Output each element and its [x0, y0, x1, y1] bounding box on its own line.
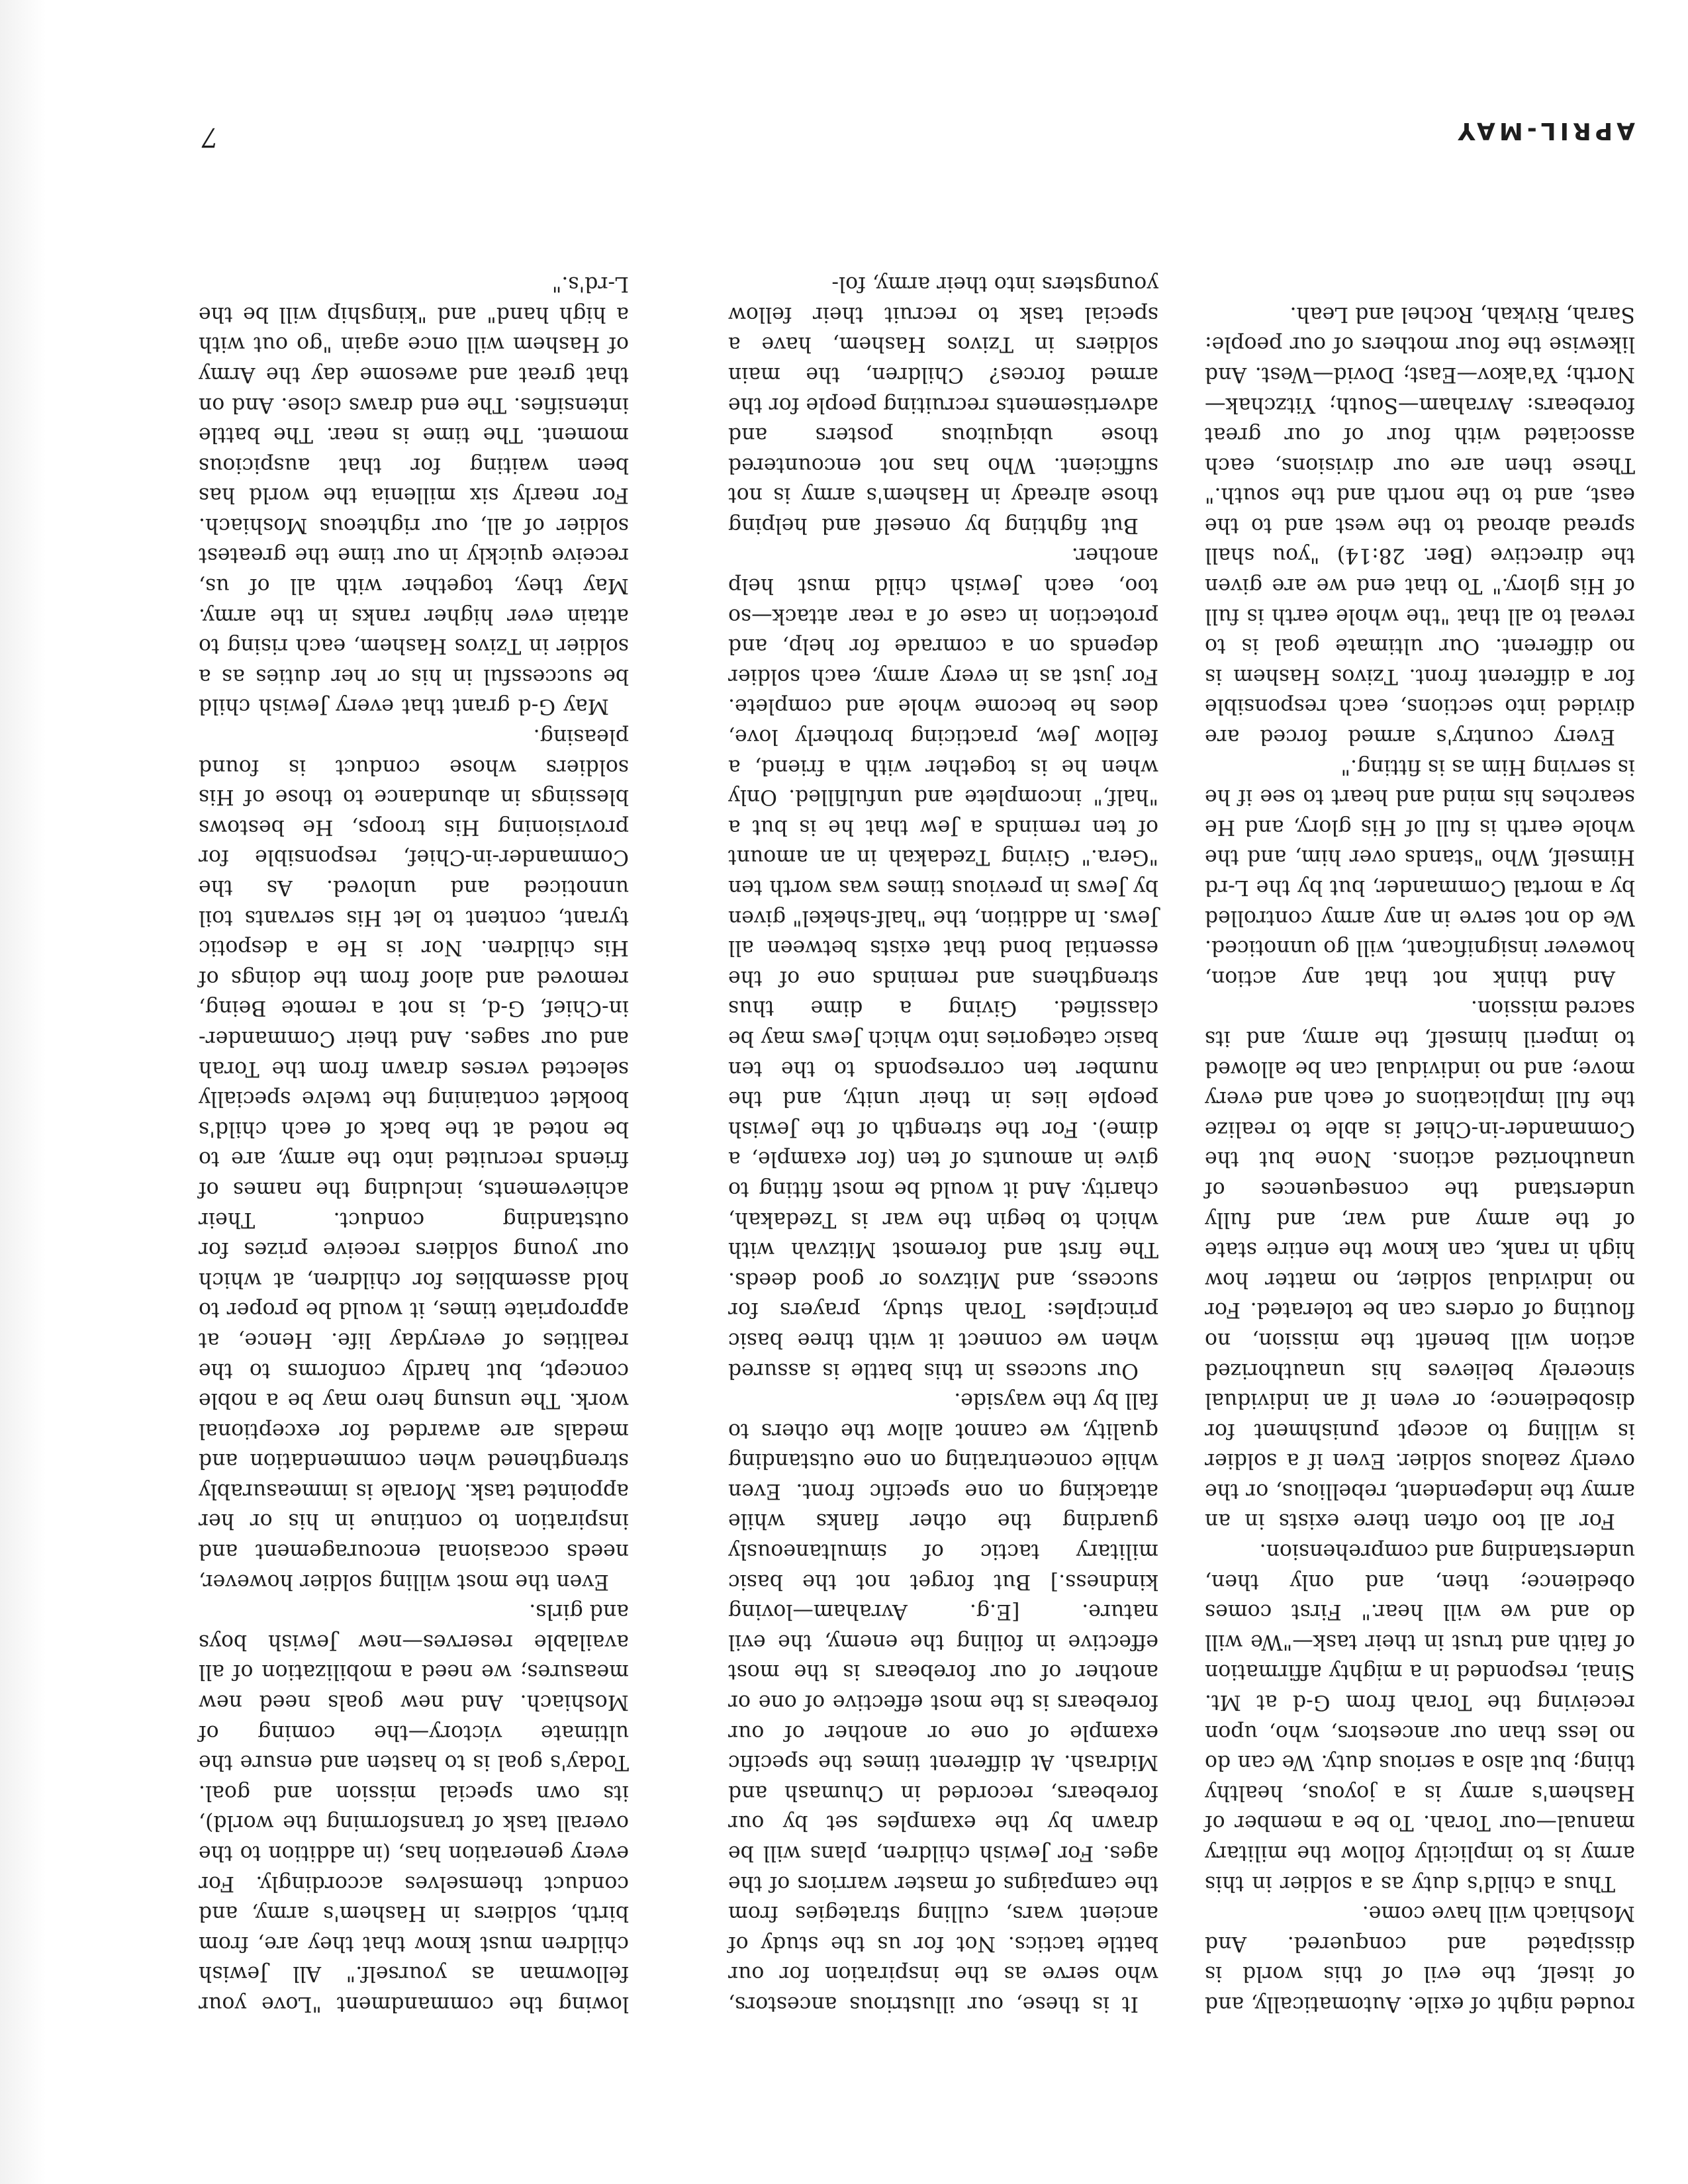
paragraph: And think not that any action, however insignificant, will go unnoticed. We do not serve in any army controlled by a mortal Commander, but by the L-rd Himself, Who "stands over him, and the whole earth is full of His glory, and He searches his mind and heart to see if he is serving Him as is fitting." — [1205, 754, 1635, 990]
paragraph: rouded night of exile. Automatically, and of itself, the evil of this world is dissipated and conquered. And Moshiach will have come. — [1205, 1901, 1635, 2016]
running-title: APRIL-MAY — [1454, 117, 1635, 144]
paragraph: Thus a child's duty as a soldier in this army is to implicitly follow the military manual—our Torah. To be a member of Hashem's army is a joyous, healthy thing; but also a serious duty. We can do no less than our ancestors, who, upon receiving the Torah from G-d at Mt. Sinai, responded in a mighty affirmation of faith and trust in their task—"We will do and we will hear." First comes obedience; then, and only then, understanding and comprehension. — [1205, 1539, 1635, 1895]
paragraph: It is these, our illustrious ancestors, who serve as the inspiration for our battle tactics. Not for us the study of ancient wars, culling strategies from the campaigns of master warriors of the ages. For Jewish children, plans will be drawn by the examples set by our forebears, recorded in Chumash and Midrash. At different times the specific example of one or another of our forebears is the most effective of one or another of our forebears is the most effective in foiling the enemy, the evil nature. [E.g. Avraham—loving kindness.] But forget not the basic military tactic of simultaneously guarding the other flanks while attacking on one specific front. Even while concentrating on one outstanding quality, we cannot allow the others to fall by the wayside. — [728, 1388, 1158, 2016]
paragraph: Even the most willing soldier however, needs occasional encouragement and inspiration to continue in his or her appointed task. Morale is immeasurably strengthened when commendation and medals are awarded for exceptional work. The unsung hero may be a noble concept, but hardly conforms to the realities of everyday life. Hence, at appropriate times, it would be proper to hold assemblies for children, at which our young soldiers receive prizes for outstanding conduct. Their achievements, including the names of friends recruited into the army, are to be noted at the back of each child's booklet containing the twelve specially selected verses drawn from the Torah and our sages. And their Commander-in-Chief, G-d, is not a remote Being, removed and aloof from the doings of His children. Nor is He a despotic tyrant, content to let His servants toil unnoticed and unloved. As the Commander-in-Chief, responsible for provisioning His troops, He bestows blessings in abundance to those of His soldiers whose conduct is found pleasing. — [199, 725, 629, 1594]
paragraph: Every country's armed forced are divided into sections, each responsible for a different front. Tzivos Hashem is no different. Our ultimate goal is to reveal to all that "the whole earth is full of His glory." To that end we are given the directive (Ber. 28:14) "you shall spread abroad to the west and to the east, and to the north and the south." These then are our divisions, each associated with four of our great forebears: Avraham—South; Yitzchak—North; Ya'akov—East; Dovid—West. And likewise the four mothers of our people: Sarah, Rivkah, Rochel and Leah. — [1205, 302, 1635, 749]
page-number: 7 — [201, 122, 218, 152]
text-column-2 — [728, 269, 1158, 2019]
text-column-1 — [1205, 298, 1635, 2019]
paragraph: Our success in this battle is assured when we connect it with three basic principles: Torah study, prayers for success, and Mitzvos or good deeds. The first and foremost Mitzvah with which to begin the war is Tzedakah, charity. And it would be most fitting to give in amounts of ten (for example, a dime). For the strength of the Jewish people lies in their unity, and the number ten corresponds to the ten basic categories into which Jews may be classified. Giving a dime thus strengthens and reminds one of the essential bond that exists between all Jews. In addition, the "half-shekel" given by Jews in previous times was worth ten "Gera." Giving Tzedakah in an amount of ten reminds a Jew that he is but a "half," incomplete and unfulfilled. Only when he is together with a friend, a fellow Jew, practicing brotherly love, does he become whole and complete. For just as in every army, each soldier depends on a comrade for help, and protection in case of a rear attack—so too, each Jewish child must help another. — [728, 543, 1158, 1383]
paragraph: But fighting by oneself and helping those already in Hashem's army is not sufficient. Who has not encountered those ubiquitous posters and advertisements recruiting people for the armed forces? Children, the main soldiers in Tzivos Hashem, have a special task to recruit their fellow youngsters into their army, fol- — [728, 272, 1158, 537]
paragraph: For all too often there exists in an army the independent, rebellious, or the overly zealous soldier. Even if a soldier is willing to accept punishment for disobedience; or even if an individual sincerely believes his unauthorized action will benefit the mission, no flouting of orders can be tolerated. For no individual soldier, no matter how high in rank, can know the entire state of the army and war, and fully understand the consequences of unauthorized actions. None but the Commander-in-Chief is able to realize the full implications of each and every move; and no individual can be allowed to imperil himself, the army, and its sacred mission. — [1205, 996, 1635, 1533]
scan-edge-shadow — [0, 0, 46, 2184]
paragraph: May G-d grant that every Jewish child be successful in his or her duties as a soldier in Tzivos Hashem, each rising to attain ever higher ranks in the army. May they, together with all of us, receive quickly in our time the greatest soldier of all, our righteous Moshiach. For nearly six millenia the world has been waiting for that auspicious moment. The time is near. The battle intensifies. The end draws close. And on that great and awesome day the Army of Hashem will once again "go out with a high hand" and "kingship will be the L-rd's." — [199, 272, 629, 719]
paragraph: lowing the commandment "Love your fellowman as yourself." All Jewish children must know that they are, from birth, soldiers in Hashem's army, and conduct themselves accordingly. For every generation has, (in addition to the overall task of transforming the world), its own special mission and goal. Today's goal is to hasten and ensure the ultimate victory—the coming of Moshiach. And new goals need new measures; we need a mobilization of all available reserves—new Jewish boys and girls. — [199, 1600, 629, 2016]
text-column-3 — [199, 269, 629, 2019]
